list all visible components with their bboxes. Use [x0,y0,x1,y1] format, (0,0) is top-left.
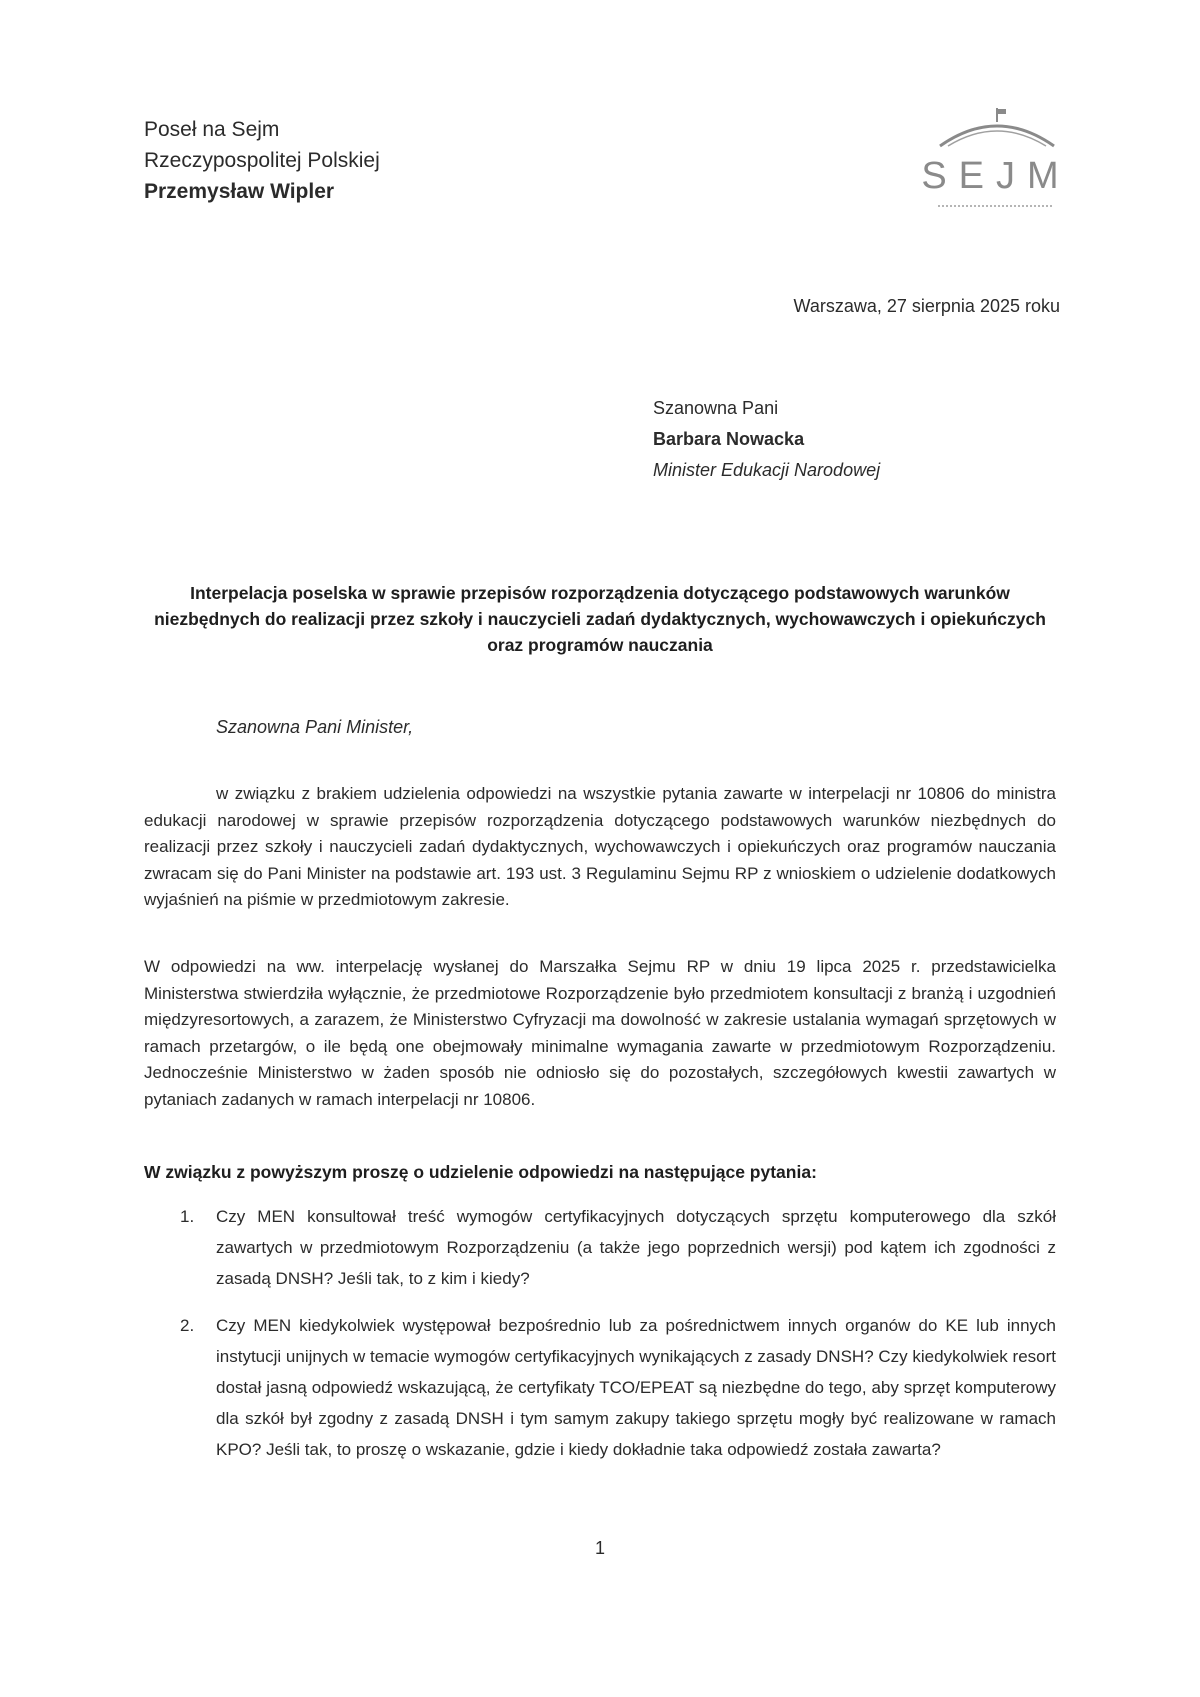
sender-country: Rzeczypospolitej Polskiej [144,149,380,172]
sender-block [144,114,380,207]
salutation: Szanowna Pani Minister, [216,717,414,737]
page-number: 1 [594,1538,605,1558]
sejm-logo [921,106,1071,214]
questions-lead: W związku z powyższym proszę o udzielenie odpowiedzi na następujące pytania: [144,1162,817,1182]
question-text: Czy MEN kiedykolwiek występował bezpośrednio lub za pośrednictwem innych organów do KE lub innych instytucji unijnych w temacie wymogów certyfikacyjnych wynikających z zasady DNSH? Czy kiedykolwiek resort dostał jasną odpowiedź wskazującą, że certyfikaty TCO/EPEAT są niezbędne do tego, aby sprzęt komputerowy dla szkół był zgodny z zasadą DNSH i tym samym zakupy takiego sprzętu mogły być realizowane w ramach KPO? Jeśli tak, to proszę o wskazanie, gdzie i kiedy dokładnie taka odpowiedź została zawarta? [216,1316,1056,1459]
recipient-greeting: Szanowna Pani [653,398,779,418]
question-number: 1. [180,1207,195,1226]
question-number: 2. [180,1316,195,1335]
body-paragraph-2: W odpowiedzi na ww. interpelację wysłanej do Marszałka Sejmu RP w dniu 19 lipca 2025 r. przedstawicielka Ministerstwa stwierdziła wyłącznie, że przedmiotowe Rozporządzenie było przedmiotem konsultacji z branżą i uzgodnień międzyresortowych, a zarazem, że Ministerstwo Cyfryzacji ma dowolność w zakresie ustalania wymagań sprzętowych w ramach przetargów, o ile będą one obejmowały minimalne wymagania zawarte w przedmiotowym Rozporządzeniu. Jednocześnie Ministerstwo w żaden sposób nie odniosło się do pozostałych, szczegółowych kwestii zawartych w pytaniach zadanych w ramach interpelacji nr 10806. [144,957,1056,1109]
logo-text: SEJM [921,155,1071,197]
recipient-role: Minister Edukacji Narodowej [653,460,881,480]
question-item [144,1201,1056,1294]
sejm-emblem-icon [921,106,1071,214]
sender-title: Poseł na Sejm [144,118,280,141]
body-paragraph-1: w związku z brakiem udzielenia odpowiedzi na wszystkie pytania zawarte w interpelacji nr 10806 do ministra edukacji narodowej w sprawie przepisów rozporządzenia dotyczącego podstawowych warunków niezbędnych do realizacji przez szkoły i nauczycieli zadań dydaktycznych, wychowawczych i opiekuńczych oraz programów nauczania zwracam się do Pani Minister na podstawie art. 193 ust. 3 Regulaminu Sejmu RP z wnioskiem o udzielenie dodatkowych wyjaśnień na piśmie w przedmiotowym zakresie. [144,784,1056,909]
question-item [144,1310,1056,1465]
recipient-block [653,393,880,486]
question-text: Czy MEN konsultował treść wymogów certyfikacyjnych dotyczących sprzętu komputerowego dla szkół zawartych w przedmiotowym Rozporządzeniu (a także jego poprzednich wersji) pod kątem ich zgodności z zasadą DNSH? Jeśli tak, to z kim i kiedy? [216,1207,1056,1288]
letter-subject: Interpelacja poselska w sprawie przepisów rozporządzenia dotyczącego podstawowych warunków niezbędnych do realizacji przez szkoły i nauczycieli zadań dydaktycznych, wychowawczych i opiekuńczych oraz programów nauczania [154,583,1046,655]
recipient-name: Barbara Nowacka [653,429,805,449]
letter-date: Warszawa, 27 sierpnia 2025 roku [793,296,1060,316]
sender-name: Przemysław Wipler [144,180,335,203]
